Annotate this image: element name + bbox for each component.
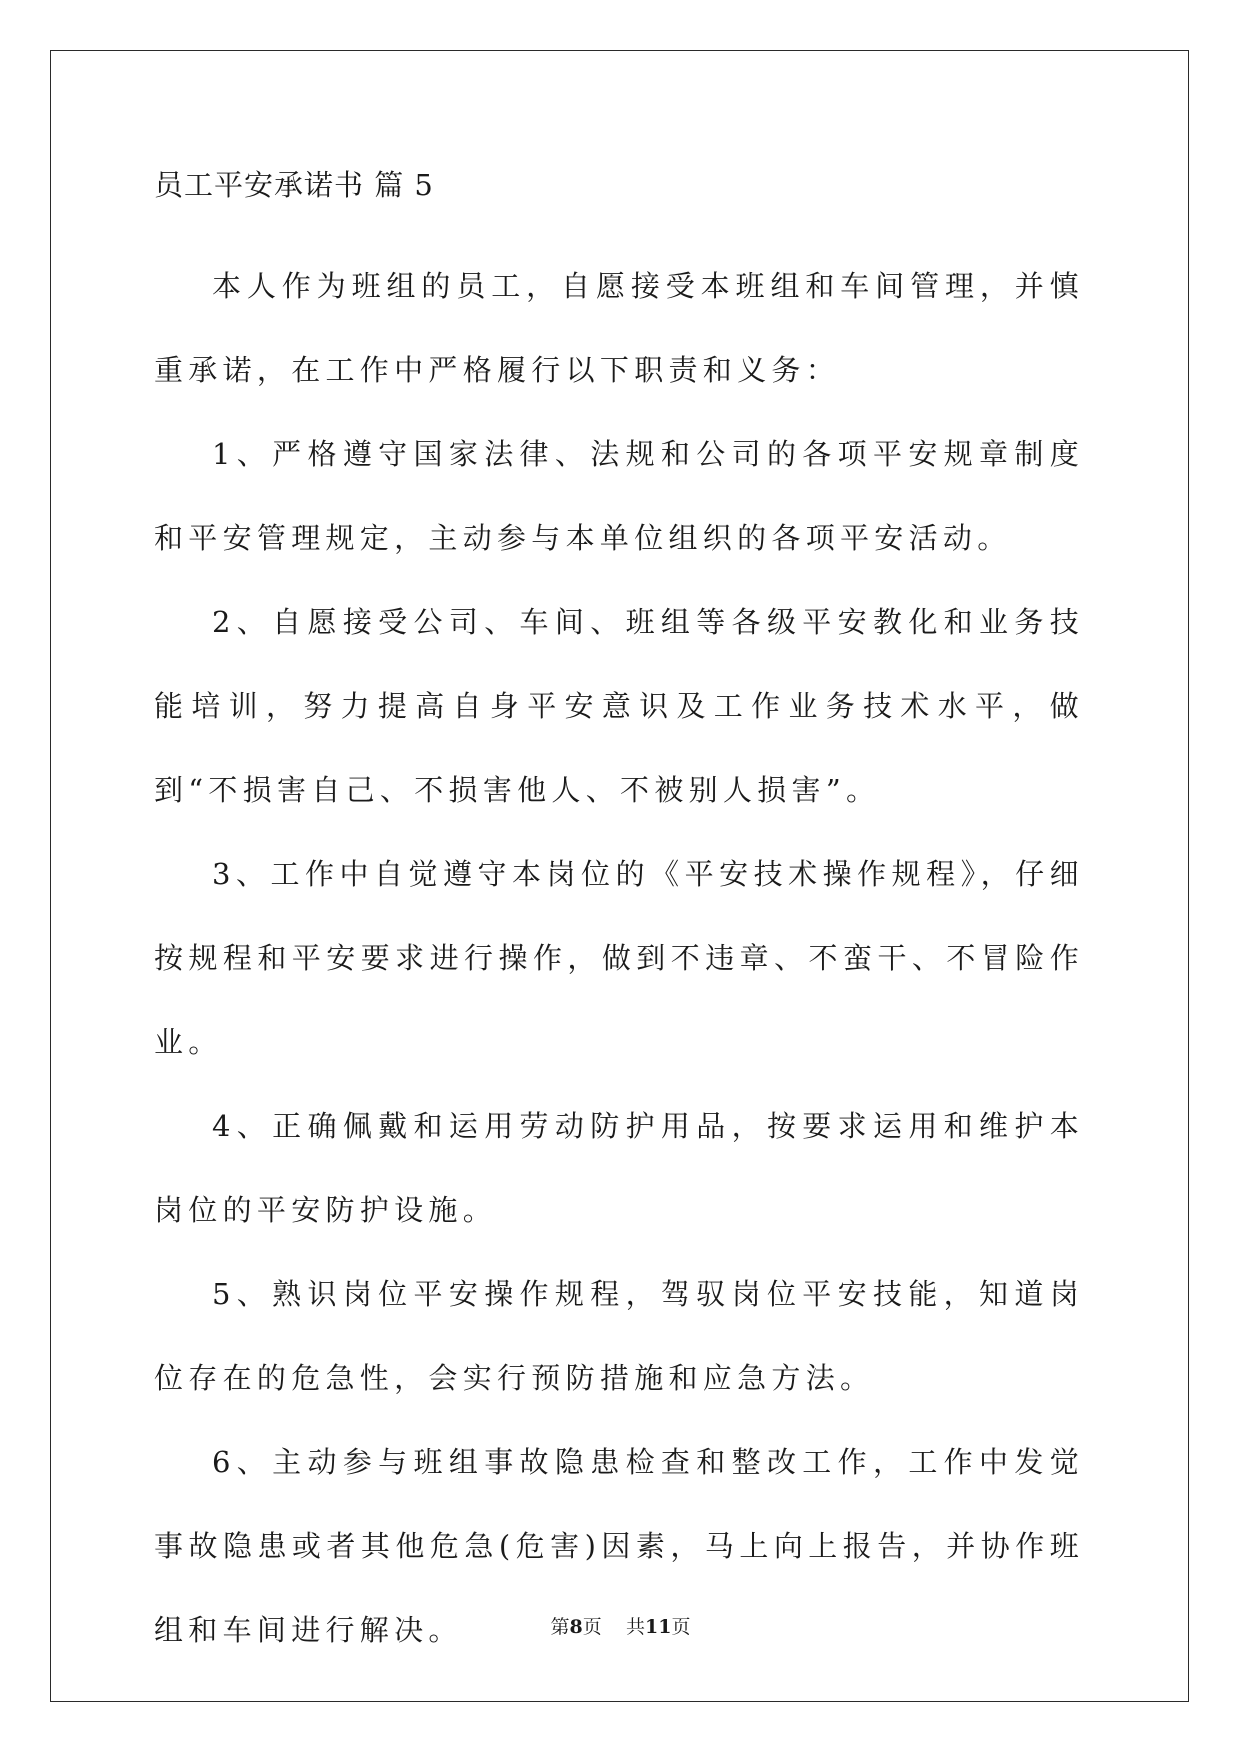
commitment-6: 6、主动参与班组事故隐患检查和整改工作，工作中发觉事故隐患或者其他危急(危害)因素，马上向上报告，并协作班组和车间进行解决。 bbox=[154, 1445, 1084, 1647]
total-prefix: 共 bbox=[625, 1616, 645, 1638]
commitment-2: 2、自愿接受公司、车间、班组等各级平安教化和业务技能培训，努力提高自身平安意识及工作业务技术水平，做到“不损害自己、不损害他人、不被别人损害”。 bbox=[154, 605, 1084, 807]
commitment-4: 4、正确佩戴和运用劳动防护用品，按要求运用和维护本岗位的平安防护设施。 bbox=[154, 1109, 1084, 1227]
document-title: 员工平安承诺书 篇 5 bbox=[154, 168, 434, 202]
commitment-3: 3、工作中自觉遵守本岗位的《平安技术操作规程》，仔细按规程和平安要求进行操作，做到不违章、不蛮干、不冒险作业。 bbox=[154, 857, 1084, 1059]
page-suffix: 页 bbox=[582, 1616, 602, 1638]
commitment-5: 5、熟识岗位平安操作规程，驾驭岗位平安技能，知道岗位存在的危急性，会实行预防措施和应急方法。 bbox=[154, 1277, 1084, 1395]
commitment-1: 1、严格遵守国家法律、法规和公司的各项平安规章制度和平安管理规定，主动参与本单位组织的各项平安活动。 bbox=[154, 437, 1084, 555]
total-page-count: 11 bbox=[644, 1616, 672, 1638]
page-prefix: 第 bbox=[550, 1616, 570, 1638]
document-body bbox=[154, 160, 1084, 1672]
page-footer bbox=[0, 1612, 1241, 1639]
current-page-number: 8 bbox=[569, 1616, 583, 1638]
total-suffix: 页 bbox=[671, 1616, 691, 1638]
intro-paragraph: 本人作为班组的员工，自愿接受本班组和车间管理，并慎重承诺，在工作中严格履行以下职责和义务： bbox=[154, 269, 1084, 387]
